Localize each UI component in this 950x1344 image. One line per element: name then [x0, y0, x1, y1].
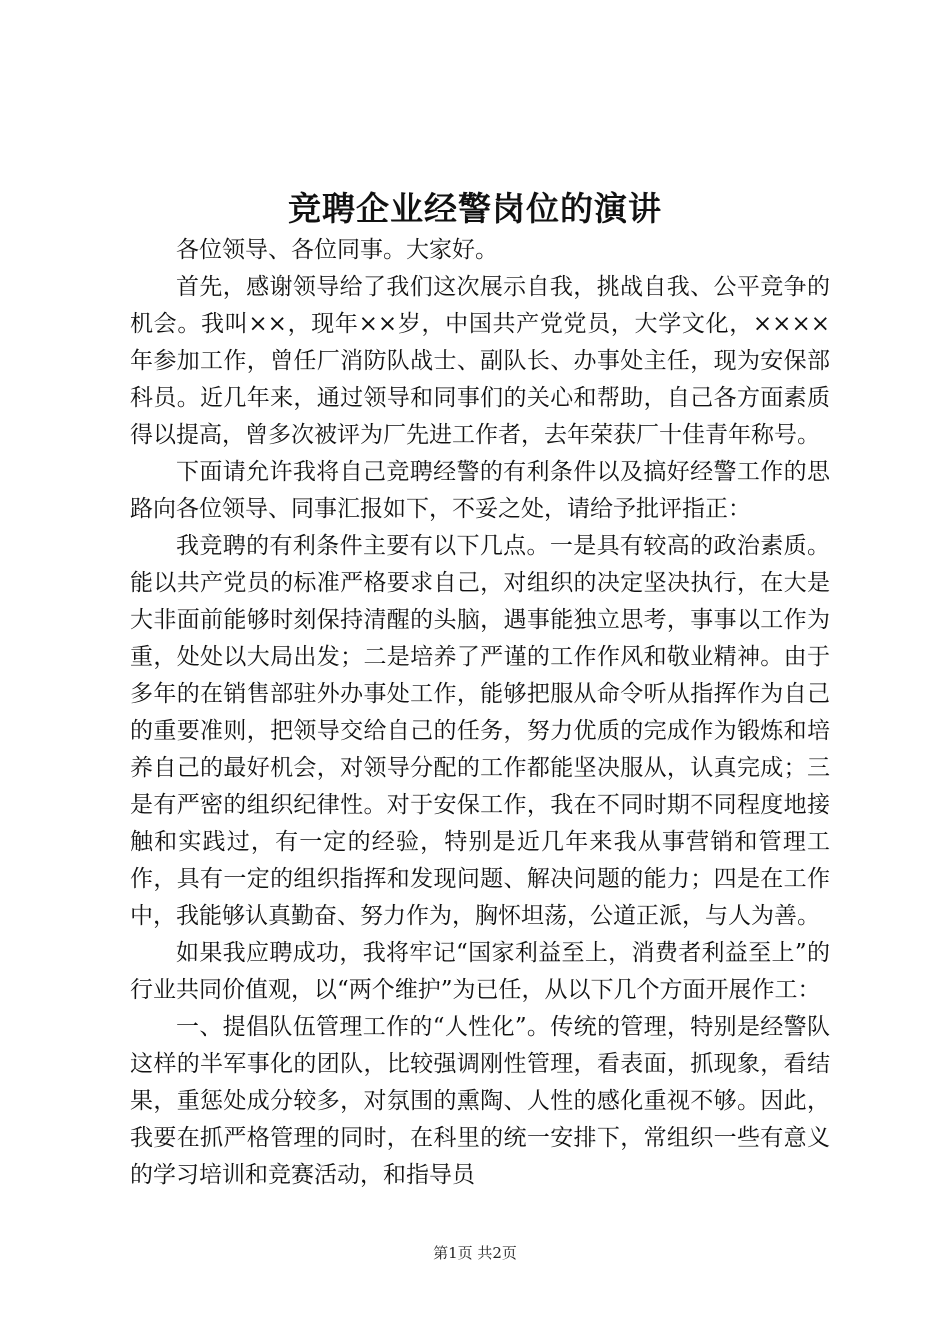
paragraph-plan-item-1: 一、提倡队伍管理工作的“人性化”。传统的管理，特别是经警队这样的半军事化的团队，比较强调刚性管理，看表面，抓现象，看结果，重惩处成分较多，对氛围的熏陶、人性的感化重视不够。因此，我要在抓严格管理的同时，在科里的统一安排下，常组织一些有意义的学习培训和竞赛活动，和指导员	[130, 1014, 830, 1188]
paragraph-greeting: 各位领导、各位同事。大家好。	[176, 237, 498, 263]
paragraph-plan-intro: 如果我应聘成功，我将牢记“国家利益至上，消费者利益至上”的行业共同价值观，以“两个维护”为已任，从以下几个方面开展作工：	[130, 940, 830, 1003]
paragraph-introduction: 首先，感谢领导给了我们这次展示自我，挑战自我、公平竞争的机会。我叫××，现年××岁，中国共产党党员，大学文化，××××年参加工作，曾任厂消防队战士、副队长、办事处主任，现为安保部科员。近几年来，通过领导和同事们的关心和帮助，自己各方面素质得以提高，曾多次被评为厂先进工作者，去年荣获厂十佳青年称号。	[130, 274, 830, 448]
document-title: 竞聘企业经警岗位的演讲	[288, 189, 662, 228]
paragraph-advantages: 我竞聘的有利条件主要有以下几点。一是具有较高的政治素质。能以共产党员的标准严格要求自己，对组织的决定坚决执行，在大是大非面前能够时刻保持清醒的头脑，遇事能独立思考，事事以工作为重，处处以大局出发；二是培养了严谨的工作作风和敬业精神。由于多年的在销售部驻外办事处工作，能够把服从命令听从指挥作为自己的重要准则，把领导交给自己的任务，努力优质的完成作为锻炼和培养自己的最好机会，对领导分配的工作都能坚决服从，认真完成；三是有严密的组织纪律性。对于安保工作，我在不同时期不同程度地接触和实践过，有一定的经验，特别是近几年来我从事营销和管理工作，具有一定的组织指挥和发现问题、解决问题的能力；四是在工作中，我能够认真勤奋、努力作为，胸怀坦荡，公道正派，与人为善。	[130, 533, 830, 929]
document-body	[130, 232, 830, 1194]
page-number-footer: 第1页 共2页	[433, 1244, 517, 1262]
paragraph-transition: 下面请允许我将自己竞聘经警的有利条件以及搞好经警工作的思路向各位领导、同事汇报如下，不妥之处，请给予批评指正：	[130, 459, 830, 522]
